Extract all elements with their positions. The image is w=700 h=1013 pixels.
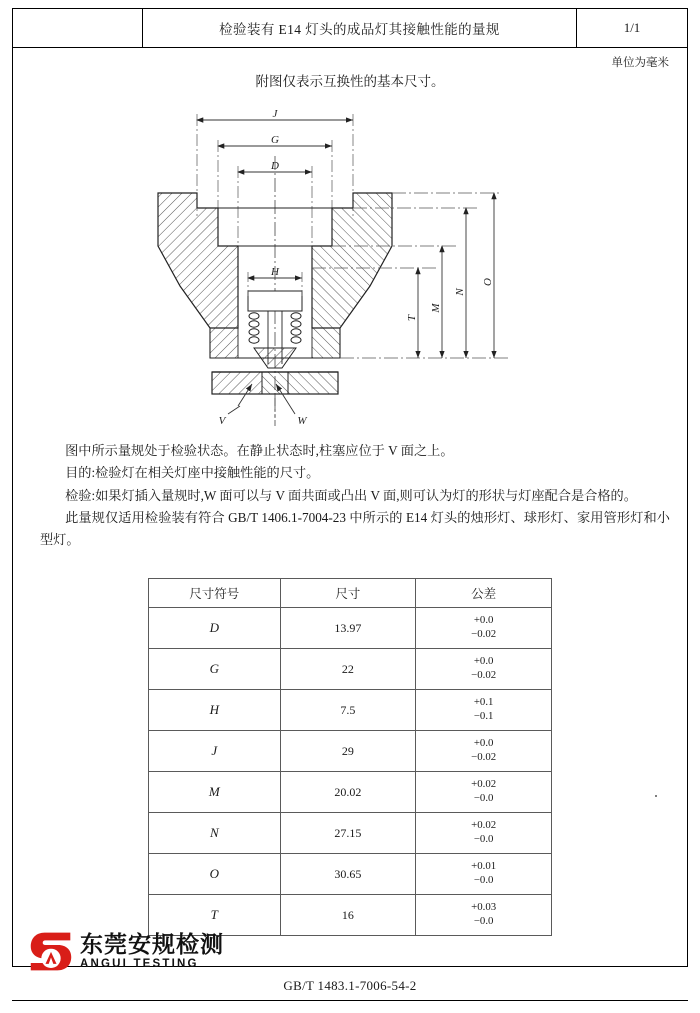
cell-dimension: 16 [280,895,416,936]
cell-symbol: D [149,608,281,649]
cell-dimension: 20.02 [280,772,416,813]
frame-left-rule [12,88,13,966]
frame-right-rule [687,88,688,966]
page-number: 1/1 [623,20,641,35]
cell-symbol: T [149,895,281,936]
cell-symbol: H [149,690,281,731]
body-paragraph-3: 检验:如果灯插入量规时,W 面可以与 V 面共面或凸出 V 面,则可认为灯的形状与灯座配合是合格的。 [65,487,637,503]
cell-dimension: 27.15 [280,813,416,854]
logo-english-name: ANGUI TESTING [80,957,199,970]
body-paragraph-4: 此量规仅适用检验装有符合 GB/T 1406.1-7004-23 中所示的 E14 灯头的烛形灯、球形灯、家用管形灯和小型灯。 [40,510,670,547]
table-row [149,690,552,731]
body-paragraph-2: 目的:检验灯在相关灯座中接触性能的尺寸。 [65,465,320,481]
dim-label-H: H [271,266,279,278]
table-row [149,813,552,854]
table-row [149,731,552,772]
logo-chinese-name: 东莞安规检测 [80,931,224,958]
technical-drawing [150,96,550,436]
cell-tolerance: +0.0 −0.02 [416,731,552,772]
page-title: 检验装有 E14 灯头的成品灯其接触性能的量规 [143,9,577,47]
table-header-row [149,579,552,608]
body-paragraph-1: 图中所示量规处于检验状态。在静止状态时,柱塞应位于 V 面之上。 [65,443,454,458]
cell-tolerance: +0.0 −0.02 [416,649,552,690]
figure-subtitle: 附图仅表示互换性的基本尺寸。 [255,74,445,89]
frame-bottom-rule-2 [12,1000,688,1001]
body-text [40,440,670,551]
table-row [149,854,552,895]
column-header-tolerance: 公差 [416,579,552,608]
cell-dimension: 7.5 [280,690,416,731]
cell-dimension: 22 [280,649,416,690]
cell-symbol: O [149,854,281,895]
unit-note: 单位为毫米 [611,57,669,69]
standard-code: GB/T 1483.1-7006-54-2 [283,978,417,993]
table-row [149,772,552,813]
cell-tolerance: +0.01 −0.0 [416,854,552,895]
angui-s-mark-icon [28,928,74,974]
paper-speck [655,795,657,797]
table-row [149,608,552,649]
dim-label-M: M [430,303,442,313]
table-row [149,649,552,690]
column-header-dimension: 尺寸 [280,579,416,608]
cell-dimension: 30.65 [280,854,416,895]
dimension-table [148,578,552,936]
dim-label-T: T [406,314,418,322]
cell-tolerance: +0.02 −0.0 [416,813,552,854]
cell-symbol: G [149,649,281,690]
dim-label-D: D [271,160,279,172]
dim-label-V: V [218,415,226,427]
dim-label-O: O [482,278,494,286]
dim-label-W: W [297,415,307,427]
cell-tolerance: +0.1 −0.1 [416,690,552,731]
column-header-symbol: 尺寸符号 [149,579,281,608]
document-header [12,8,688,48]
dim-label-N: N [454,288,466,296]
company-logo [28,928,224,974]
cell-symbol: N [149,813,281,854]
cell-dimension: 13.97 [280,608,416,649]
logo-text [80,932,224,969]
cell-dimension: 29 [280,731,416,772]
unit-subtitle-band [12,48,688,88]
cell-symbol: M [149,772,281,813]
cell-tolerance: +0.03 −0.0 [416,895,552,936]
cell-symbol: J [149,731,281,772]
dim-label-G: G [271,134,279,146]
table-body [149,608,552,936]
cell-tolerance: +0.0 −0.02 [416,608,552,649]
cell-tolerance: +0.02 −0.0 [416,772,552,813]
header-left-cell [13,9,143,47]
dim-label-J: J [272,108,278,120]
